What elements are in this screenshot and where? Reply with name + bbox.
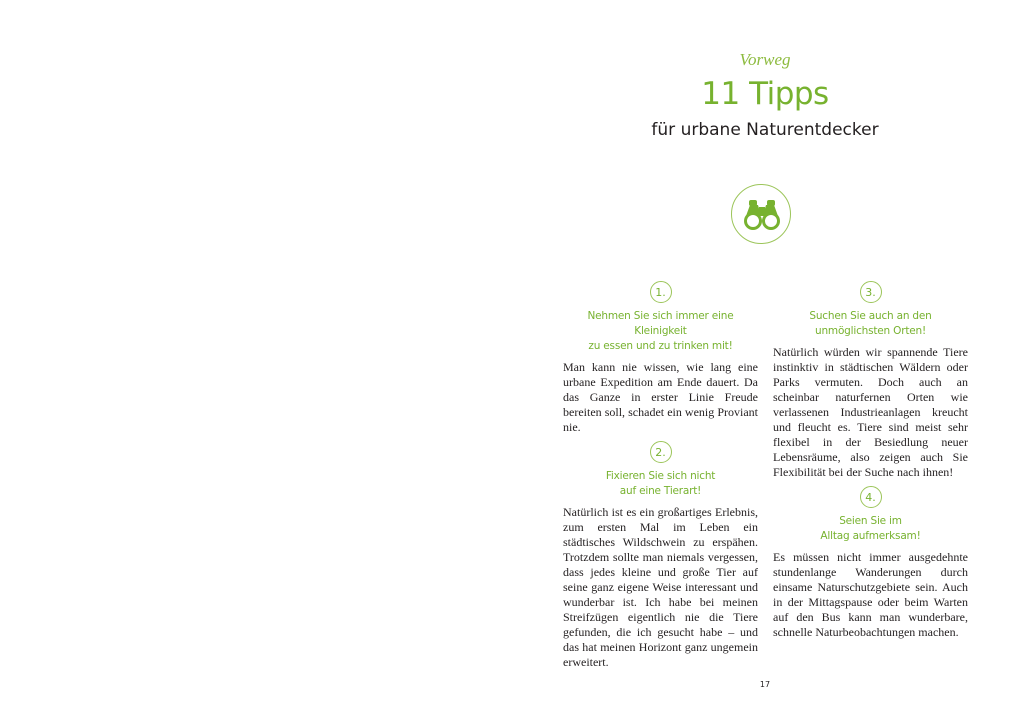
tip-heading-3: Suchen Sie auch an den unmöglichsten Orten! (809, 310, 932, 337)
tip-number-3: 3. (860, 281, 882, 303)
tip-body-2: Natürlich ist es ein großartiges Erlebnis, zum ersten Mal im Leben ein städtisches Wildschwein zu erspähen. Trotzdem sollte man niemals vergessen, dass jedes kleine und große Tier auf seine ganz eigene Weise interessant und wunderbar ist. Ich habe bei meinen Streifzügen eigentlich nie die Tiere gefunden, die ich gesucht habe – und das hat meinen Horizont ganz ungemein erweitert. (563, 505, 758, 669)
page-title: 11 Tipps (701, 76, 829, 112)
binoculars-emblem (731, 184, 791, 244)
binoculars-icon (742, 198, 782, 232)
tip-heading-1: Nehmen Sie sich immer eine Kleinigkeit zu essen und zu trinken mit! (587, 310, 734, 352)
tip-number-1: 1. (650, 281, 672, 303)
kicker-vorweg: Vorweg (739, 50, 791, 69)
tip-number-4: 4. (860, 486, 882, 508)
tip-body-4: Es müssen nicht immer ausgedehnte stundenlange Wanderungen durch einsame Naturschutzgebiete sein. Auch in der Mittagspause oder beim Warten auf den Bus kann man wunderbare, schnelle Naturbeobachtungen machen. (773, 550, 968, 639)
column-left (563, 281, 758, 676)
tip-heading-2: Fixieren Sie sich nicht auf eine Tierart! (605, 470, 716, 497)
tip-body-1: Man kann nie wissen, wie lang eine urbane Expedition am Ende dauert. Da das Ganze in erster Linie Freude bereiten soll, schadet ein wenig Proviant nie. (563, 360, 758, 434)
tip-number-2: 2. (650, 441, 672, 463)
page-subtitle: für urbane Naturentdecker (651, 120, 879, 140)
column-right (773, 281, 968, 646)
tip-body-3: Natürlich würden wir spannende Tiere instinktiv in städtischen Wäldern oder Parks vermuten. Doch auch an scheinbar naturfernen Orten wie verlassenen Industrieanlagen kreucht und fleucht es. Tiere sind meist sehr flexibel in der Besiedlung neuer Lebensräume, also zeigen auch Sie Flexibilität bei der Suche nach ihnen! (773, 345, 968, 479)
page-number: 17 (759, 680, 771, 689)
tip-heading-4: Seien Sie im Alltag aufmerksam! (820, 515, 921, 542)
